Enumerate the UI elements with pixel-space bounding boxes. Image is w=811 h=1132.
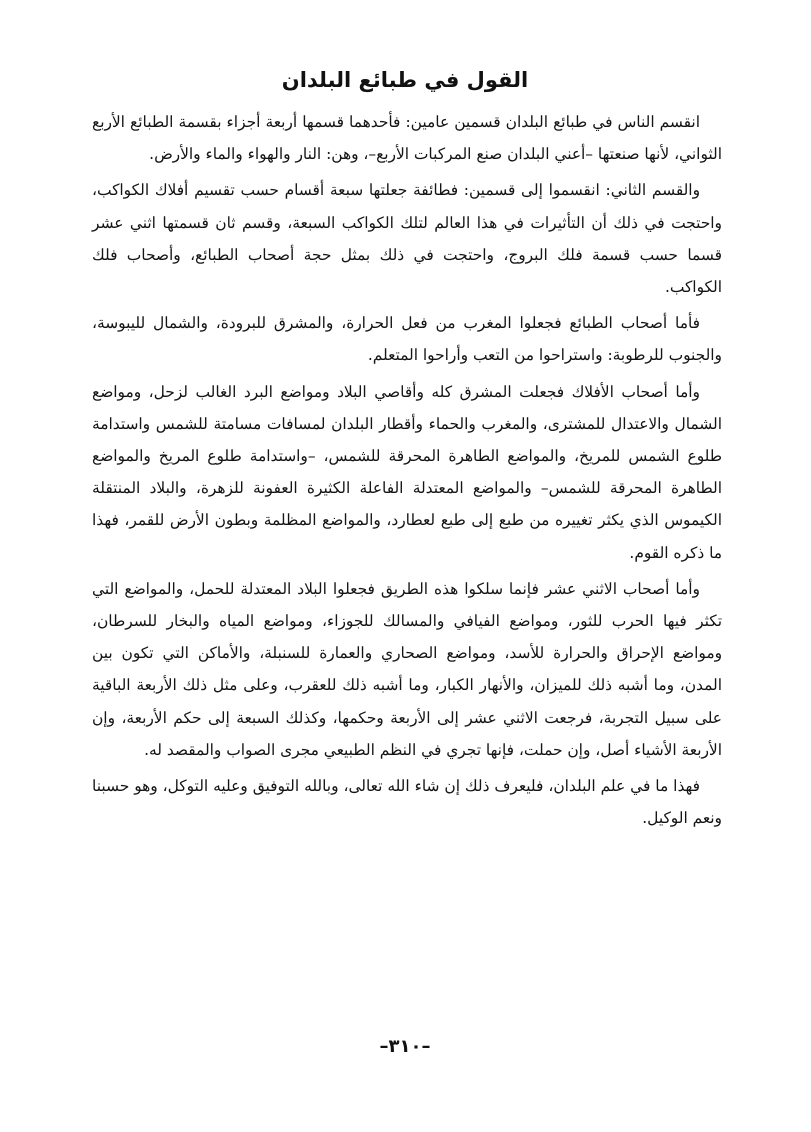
paragraph: وأما أصحاب الأفلاك فجعلت المشرق كله وأقاصي البلاد ومواضع البرد الغالب لزحل، ومواضع الشمال والاعتدال للمشترى، والمغرب والحماء وأقطار البلدان لمسافات مسامتة للشمس واستدامة طلوع الشمس للمريخ، والمواضع الطاهرة المحرقة للشمس، –واستدامة طلوع المريخ والمواضع الطاهرة المحرقة للشمس– والمواضع المعتدلة الفاعلة الكثيرة العفونة للزهرة، والبلاد المنتقلة الكيموس الذي يكثر تغييره من طبع إلى طبع لعطارد، والمواضع المظلمة وبطون الأرض للقمر، فهذا ما ذكره القوم.: [92, 382, 722, 562]
paragraph: فأما أصحاب الطبائع فجعلوا المغرب من فعل الحرارة، والمشرق للبرودة، والشمال لليبوسة، والجنوب للرطوبة: واستراحوا من التعب وأراحوا المتعلم.: [92, 314, 722, 365]
paragraph: فهذا ما في علم البلدان، فليعرف ذلك إن شاء الله تعالى، وبالله التوفيق وعليه التوكل، وهو حسبنا ونعم الوكيل.: [92, 777, 722, 828]
paragraph: والقسم الثاني: انقسموا إلى قسمين: فطائفة جعلتها سبعة أقسام حسب تقسيم أفلاك الكواكب، واحتجت في ذلك أن التأثيرات في هذا العالم لتلك الكواكب السبعة، وقسم ثان قسمتها اثني عشر قسما حسب قسمة فلك البروج، واحتجت في ذلك بمثل حجة أصحاب الطبائع، وأصحاب فلك الكواكب.: [92, 181, 722, 297]
paragraph: وأما أصحاب الاثني عشر فإنما سلكوا هذه الطريق فجعلوا البلاد المعتدلة للحمل، والمواضع التي تكثر فيها الحرب للثور، ومواضع الفيافي والمسالك للجوزاء، ومواضع المياه والبخار للسرطان، ومواضع الإحراق والحرارة للأسد، ومواضع الصحاري والعمارة للسنبلة، والأماكن التي تكون بين المدن، وما أشبه ذلك للميزان، والأنهار الكبار، وما أشبه ذلك للعقرب، وعلى مثل ذلك الأربعة الباقية على سبيل التجربة، فرجعت الاثني عشر إلى الأربعة وحكمها، وكذلك السبعة إلى حكم الأربعة، وإن الأربعة الأشياء أصل، وإن حملت، فإنها تجري في النظم الطبيعي مجرى الصواب والمقصد له.: [92, 579, 722, 759]
paragraph: انقسم الناس في طبائع البلدان قسمين عامين: فأحدهما قسمها أربعة أجزاء بقسمة الطبائع الأربع الثواني، لأنها صنعتها –أعني البلدان صنع المركبات الأربع–، وهن: النار والهواء والماء والأرض.: [92, 113, 722, 164]
body-text: [92, 106, 722, 838]
page-title: القول في طبائع البلدان: [281, 68, 529, 92]
page-number: –٣١٠–: [379, 1036, 431, 1057]
